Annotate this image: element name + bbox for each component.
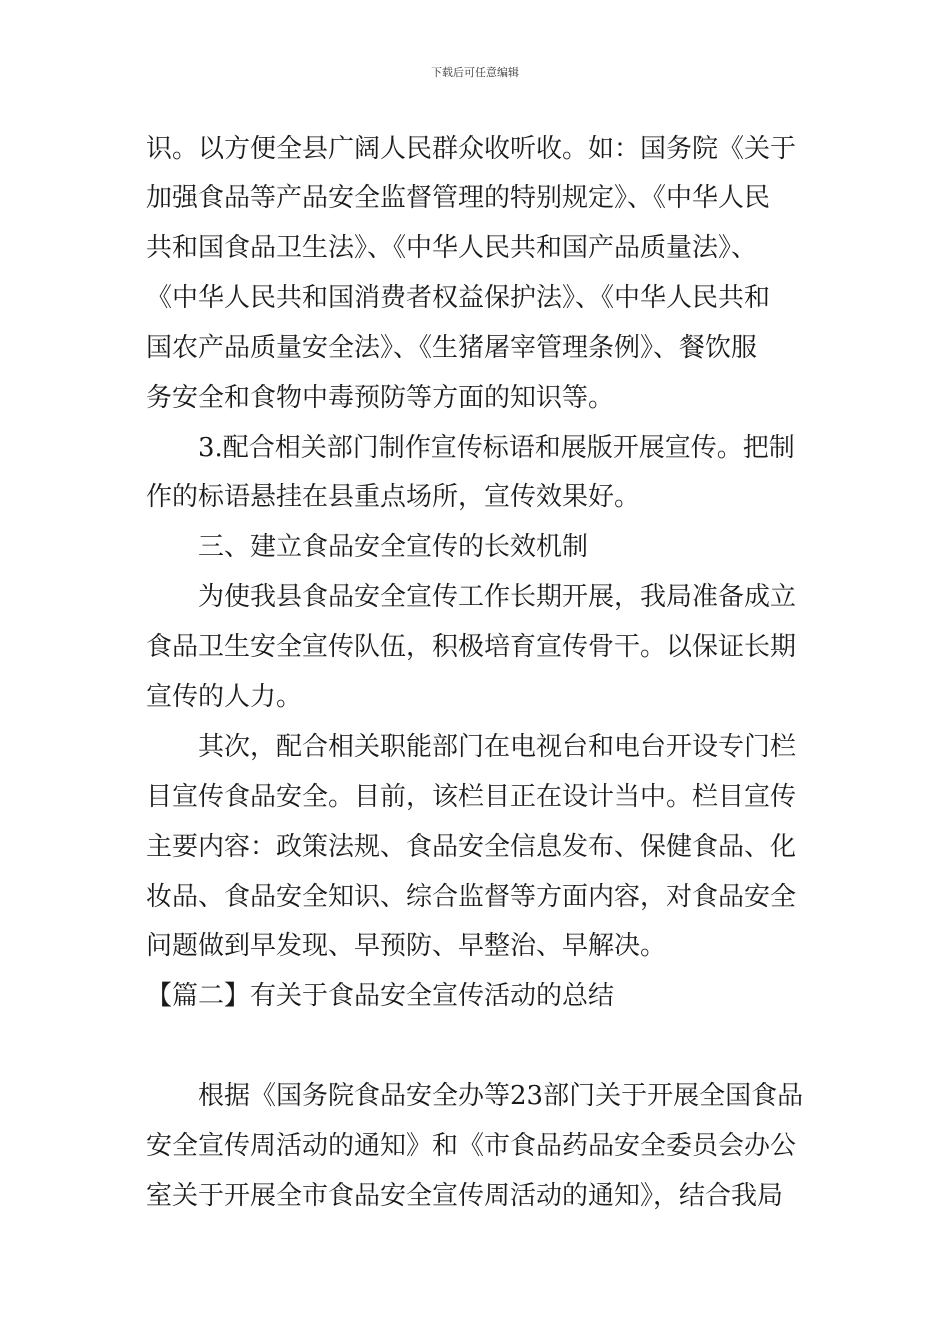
text-line: 妆品、食品安全知识、综合监督等方面内容，对食品安全 <box>146 882 797 912</box>
text-line: 务安全和食物中毒预防等方面的知识等。 <box>146 383 615 413</box>
text-line: 国农产品质量安全法》、《生猪屠宰管理条例》、餐饮服 <box>146 333 758 363</box>
text-line: 问题做到早发现、早预防、早整治、早解决。 <box>146 931 667 961</box>
text-line: 为使我县食品安全宣传工作长期开展，我局准备成立 <box>198 582 797 612</box>
section-heading: 三、建立食品安全宣传的长效机制 <box>198 532 589 562</box>
text-line: 室关于开展全市食品安全宣传周活动的通知》，结合我局 <box>146 1181 784 1211</box>
text-line: 食品卫生安全宣传队伍，积极培育宣传骨干。以保证长期 <box>146 632 797 662</box>
text-line: 作的标语悬挂在县重点场所，宣传效果好。 <box>146 482 641 512</box>
text-line: 3.配合相关部门制作宣传标语和展版开展宣传。把制 <box>198 433 795 463</box>
text-line: 根据《国务院食品安全办等23部门关于开展全国食品 <box>198 1081 804 1111</box>
text-line: 《中华人民共和国消费者权益保护法》、《中华人民共和 <box>146 283 771 313</box>
text-line: 主要内容：政策法规、食品安全信息发布、保健食品、化 <box>146 832 797 862</box>
text-line: 安全宣传周活动的通知》和《市食品药品安全委员会办公 <box>146 1131 797 1161</box>
text-line: 宣传的人力。 <box>146 682 303 712</box>
text-line: 目宣传食品安全。目前，该栏目正在设计当中。栏目宣传 <box>146 782 797 812</box>
article-title: 【篇二】有关于食品安全宣传活动的总结 <box>146 981 615 1011</box>
text-line: 识。以方便全县广阔人民群众收听收。如：国务院《关于 <box>146 134 797 164</box>
page-header: 下载后可任意编辑 <box>431 66 519 79</box>
text-line: 加强食品等产品安全监督管理的特别规定》、《中华人民 <box>146 183 771 213</box>
text-line: 共和国食品卫生法》、《中华人民共和国产品质量法》、 <box>146 233 758 263</box>
text-line: 其次，配合相关职能部门在电视台和电台开设专门栏 <box>198 732 797 762</box>
